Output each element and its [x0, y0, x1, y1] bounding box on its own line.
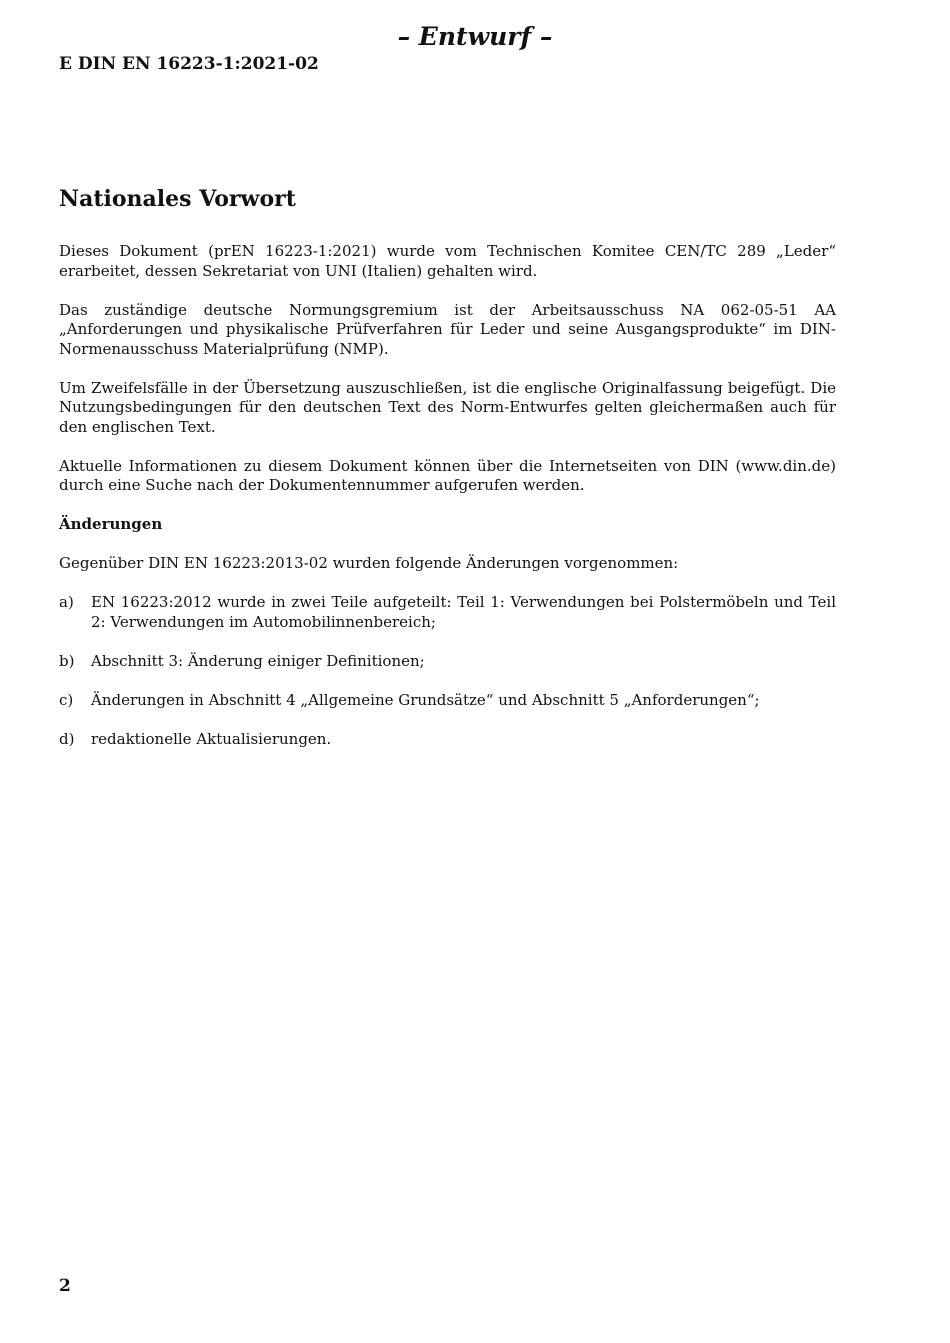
list-item — [59, 593, 836, 632]
list-item-text: redaktionelle Aktualisierungen. — [91, 729, 332, 748]
section-title: Nationales Vorwort — [59, 186, 296, 212]
foreword-section — [59, 186, 836, 769]
list-item-marker: d) — [59, 729, 75, 748]
list-item — [59, 730, 836, 750]
paragraph-information: Aktuelle Informationen zu diesem Dokument können über die Internetseiten von DIN (www.din.de) durch eine Suche nach der Dokumentennummer aufgerufen werden. — [59, 456, 836, 495]
list-item — [59, 691, 836, 711]
list-item — [59, 652, 836, 672]
draft-watermark-label: – Entwurf – — [397, 22, 553, 51]
list-item-marker: b) — [59, 651, 75, 670]
list-item-text: Änderungen in Abschnitt 4 „Allgemeine Grundsätze“ und Abschnitt 5 „Anforderungen“; — [91, 690, 760, 709]
list-item-text: Abschnitt 3: Änderung einiger Definitionen; — [91, 651, 425, 670]
paragraph-committee: Dieses Dokument (prEN 16223-1:2021) wurde vom Technischen Komitee CEN/TC 289 „Leder“ erarbeitet, dessen Sekretariat von UNI (Italien) gehalten wird. — [59, 242, 836, 280]
list-item-marker: a) — [59, 593, 74, 612]
document-id: E DIN EN 16223-1:2021-02 — [59, 54, 319, 74]
paragraph-translation: Um Zweifelsfälle in der Übersetzung auszuschließen, ist die englische Originalfassung beigefügt. Die Nutzungsbedingungen für den deutschen Text des Norm-Entwurfes gelten gleichermaßen auch für den englischen Text. — [59, 378, 836, 436]
changes-intro: Gegenüber DIN EN 16223:2013-02 wurden folgende Änderungen vorgenommen: — [59, 554, 679, 573]
list-item-text: EN 16223:2012 wurde in zwei Teile aufgeteilt: Teil 1: Verwendungen bei Polstermöbeln und Teil 2: Verwendungen im Automobilinnenbereich; — [91, 593, 836, 631]
paragraph-national-body: Das zuständige deutsche Normungsgremium ist der Arbeitsausschuss NA 062-05-51 AA „Anforderungen und physikalische Prüfverfahren für Leder und seine Ausgangsprodukte“ im DIN-Normenausschuss Materialprüfung (NMP). — [59, 300, 836, 358]
page-number: 2 — [59, 1276, 71, 1296]
changes-heading: Änderungen — [59, 515, 163, 534]
list-item-marker: c) — [59, 690, 74, 709]
changes-list — [59, 593, 836, 749]
